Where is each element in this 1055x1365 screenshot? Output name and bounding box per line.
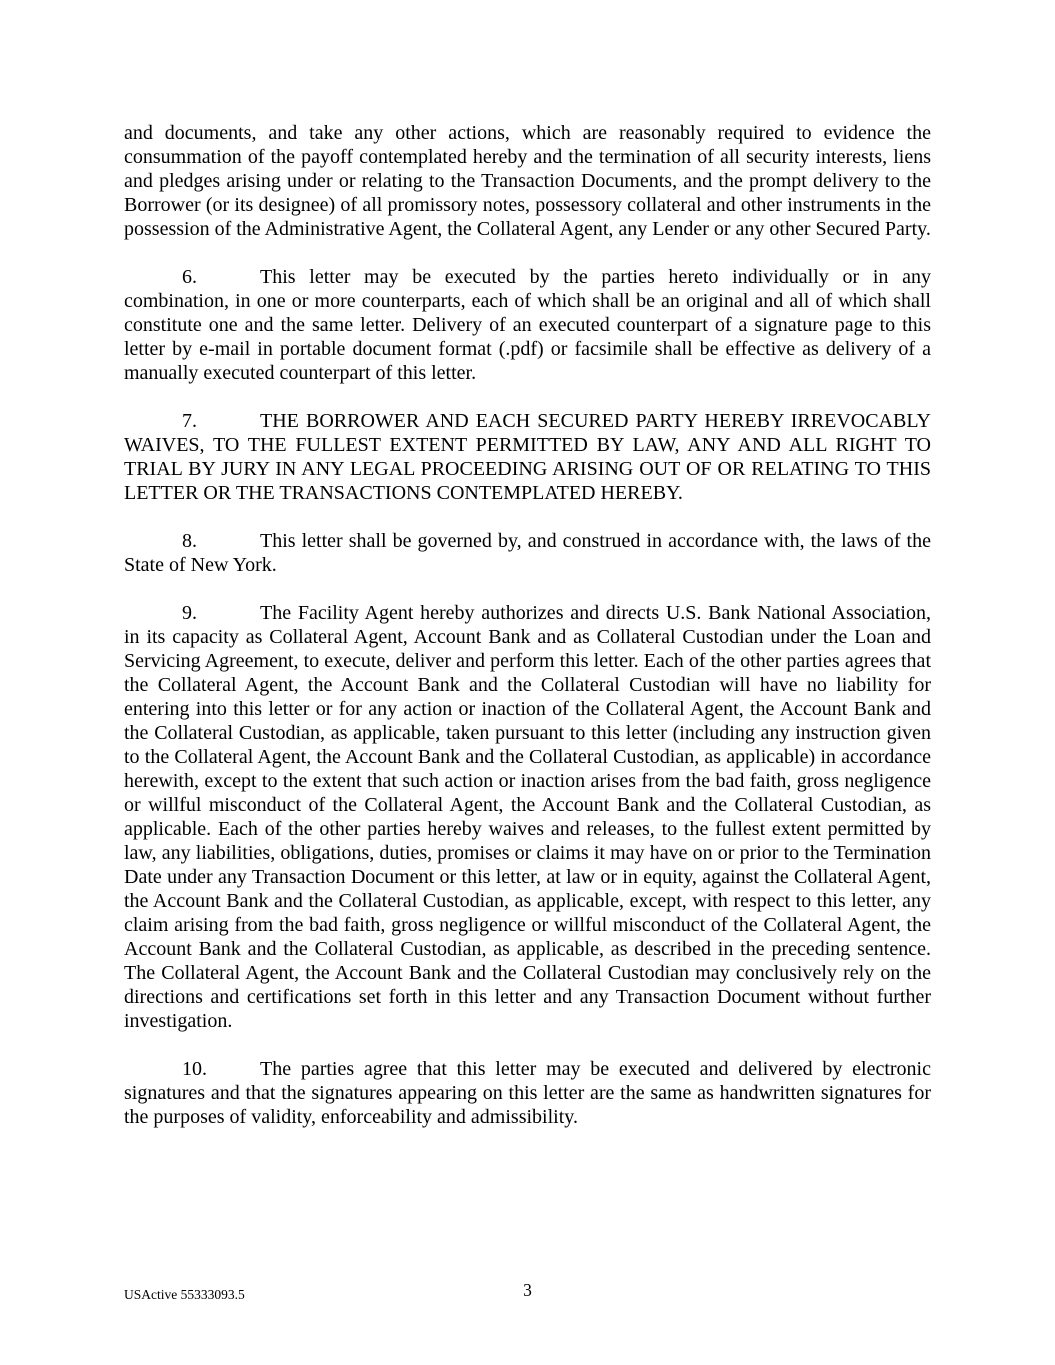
page-footer <box>124 1280 931 1310</box>
paragraph-text: This letter may be executed by the parties hereto individually or in any combination, in one or more counterparts, each of which shall be an original and all of which shall constitute one and the same letter. Delivery of an executed counterpart of a signature page to this letter by e-mail in portable document format (.pdf) or facsimile shall be effective as delivery of a manually executed counterpart of this letter. <box>124 266 931 384</box>
paragraph-number: 10. <box>182 1058 207 1080</box>
paragraph-8 <box>124 529 931 577</box>
paragraph-number: 6. <box>182 266 197 288</box>
paragraph-continuation <box>124 121 931 241</box>
paragraph-text: The parties agree that this letter may be executed and delivered by electronic signatures and that the signatures appearing on this letter are the same as handwritten signatures for the purposes of validity, enforceability and admissibility. <box>124 1058 931 1128</box>
page-number: 3 <box>523 1280 532 1300</box>
document-id: USActive 55333093.5 <box>124 1287 245 1302</box>
paragraph-text: This letter shall be governed by, and construed in accordance with, the laws of the State of New York. <box>124 530 931 576</box>
paragraph-text: and documents, and take any other actions, which are reasonably required to evidence the consummation of the payoff contemplated hereby and the termination of all security interests, liens and pledges arising under or relating to the Transaction Documents, and the prompt delivery to the Borrower (or its designee) of all promissory notes, possessory collateral and other instruments in the possession of the Administrative Agent, the Collateral Agent, any Lender or any other Secured Party. <box>124 122 931 240</box>
paragraph-7 <box>124 409 931 505</box>
paragraph-number: 7. <box>182 410 197 432</box>
paragraph-text: The Facility Agent hereby authorizes and directs U.S. Bank National Association, in its capacity as Collateral Agent, Account Bank and as Collateral Custodian under the Loan and Servicing Agreement, to execute, deliver and perform this letter. Each of the other parties agrees that the Collateral Agent, the Account Bank and the Collateral Custodian will have no liability for entering into this letter or for any action or inaction of the Collateral Agent, the Account Bank and the Collateral Custodian, as applicable, taken pursuant to this letter (including any instruction given to the Collateral Agent, the Account Bank and the Collateral Custodian, as applicable) in accordance herewith, except to the extent that such action or inaction arises from the bad faith, gross negligence or willful misconduct of the Collateral Agent, the Account Bank and the Collateral Custodian, as applicable. Each of the other parties hereby waives and releases, to the fullest extent permitted by law, any liabilities, obligations, duties, promises or claims it may have on or prior to the Termination Date under any Transaction Document or this letter, at law or in equity, against the Collateral Agent, the Account Bank and the Collateral Custodian, as applicable, except, with respect to this letter, any claim arising from the bad faith, gross negligence or willful misconduct of the Collateral Agent, the Account Bank and the Collateral Custodian, as applicable, as described in the preceding sentence. The Collateral Agent, the Account Bank and the Collateral Custodian may conclusively rely on the directions and certifications set forth in this letter and any Transaction Document without further investigation. <box>124 602 931 1032</box>
paragraph-number: 8. <box>182 530 197 552</box>
document-body <box>124 121 931 1153</box>
paragraph-10 <box>124 1057 931 1129</box>
paragraph-text: THE BORROWER AND EACH SECURED PARTY HEREBY IRREVOCABLY WAIVES, TO THE FULLEST EXTENT PERMITTED BY LAW, ANY AND ALL RIGHT TO TRIAL BY JURY IN ANY LEGAL PROCEEDING ARISING OUT OF OR RELATING TO THIS LETTER OR THE TRANSACTIONS CONTEMPLATED HEREBY. <box>124 410 931 504</box>
paragraph-9 <box>124 601 931 1033</box>
paragraph-number: 9. <box>182 602 197 624</box>
paragraph-6 <box>124 265 931 385</box>
